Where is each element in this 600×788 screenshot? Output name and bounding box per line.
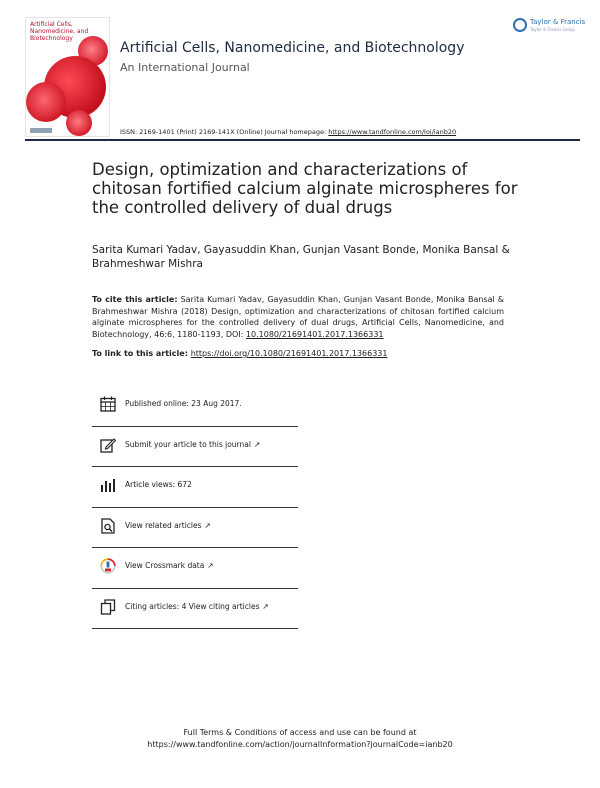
footer-terms-url[interactable]: https://www.tandfonline.com/action/journalInformation?journalCode=ianb20 [147, 740, 453, 749]
cover-cell-blob [26, 82, 66, 122]
journal-cover-image [25, 17, 110, 137]
citation-label: To cite this article: [92, 295, 178, 304]
submit-article-link[interactable] [125, 440, 260, 449]
crossmark-label: View Crossmark data [125, 561, 205, 570]
journal-title: Artificial Cells, Nanomedicine, and Biotechnology [120, 40, 465, 56]
cover-cell-blob [66, 110, 92, 136]
document-search-icon [100, 518, 116, 534]
cover-title: Artificial Cells, Nanomedicine, and Biotechnology [30, 21, 89, 42]
article-views-text: Article views: 672 [125, 480, 192, 489]
article-actions-list [92, 386, 298, 629]
article-doi-url[interactable]: https://doi.org/10.1080/21691401.2017.1366331 [190, 349, 388, 358]
citing-articles-row[interactable] [92, 589, 298, 630]
article-authors: Sarita Kumari Yadav, Gayasuddin Khan, Gunjan Vasant Bonde, Monika Bansal & Brahmeshwar Mishra [92, 244, 510, 270]
citing-articles-label: Citing articles: 4 View citing articles [125, 601, 260, 611]
header-divider [25, 139, 580, 141]
external-link-icon: ↗ [253, 439, 261, 449]
published-online-text: Published online: 23 Aug 2017. [125, 399, 242, 408]
footer-terms-text: Full Terms & Conditions of access and use can be found at [183, 728, 417, 737]
issn-text: ISSN: 2169-1401 (Print) 2169-141X (Online) Journal homepage: [120, 128, 329, 136]
cover-publisher-mark [30, 128, 52, 133]
journal-subtitle: An International Journal [120, 61, 250, 74]
article-views-row [92, 467, 298, 508]
external-link-icon: ↗ [262, 601, 269, 611]
related-articles-row[interactable] [92, 508, 298, 549]
publisher-tagline: Taylor & Francis Group [530, 27, 575, 32]
related-articles-label: View related articles [125, 520, 202, 530]
copy-documents-icon [100, 599, 116, 615]
submit-article-label: Submit your article to this journal [125, 439, 251, 449]
citation-block [92, 294, 504, 340]
submit-article-row[interactable] [92, 427, 298, 468]
journal-homepage-link[interactable]: https://www.tandfonline.com/loi/ianb20 [328, 128, 457, 136]
article-link-line [92, 349, 388, 358]
citation-doi-link[interactable]: 10.1080/21691401.2017.1366331 [245, 329, 384, 339]
edit-icon [100, 437, 116, 453]
crossmark-link[interactable] [125, 561, 214, 570]
link-label: To link to this article: [92, 349, 191, 358]
calendar-icon [100, 396, 116, 412]
external-link-icon: ↗ [207, 561, 214, 570]
article-title: Design, optimization and characterizations of chitosan fortified calcium alginate microspheres for the controlled delivery of dual drugs [92, 160, 518, 217]
crossmark-icon [100, 558, 116, 574]
bar-chart-icon [100, 477, 116, 493]
external-link-icon: ↗ [204, 520, 211, 530]
globe-icon [513, 18, 527, 32]
crossmark-row[interactable] [92, 548, 298, 589]
published-online-row [92, 386, 298, 427]
footer-terms [0, 727, 600, 751]
issn-line [120, 128, 456, 136]
publisher-name: Taylor & Francis [530, 18, 586, 26]
citation-text: Sarita Kumari Yadav, Gayasuddin Khan, Gunjan Vasant Bonde, Monika Bansal & Brahmeshwar Mishra (2018) Design, optimization and characterizations of chitosan fortified calcium alginate microspheres for the controlled delivery of dual drugs, Artificial Cells, Nanomedicine, and Biotechnology, 46:6, 1180-1193, DOI: [92, 295, 504, 339]
publisher-logo [513, 17, 585, 37]
citing-articles-link[interactable] [125, 602, 269, 611]
related-articles-link[interactable] [125, 521, 211, 530]
